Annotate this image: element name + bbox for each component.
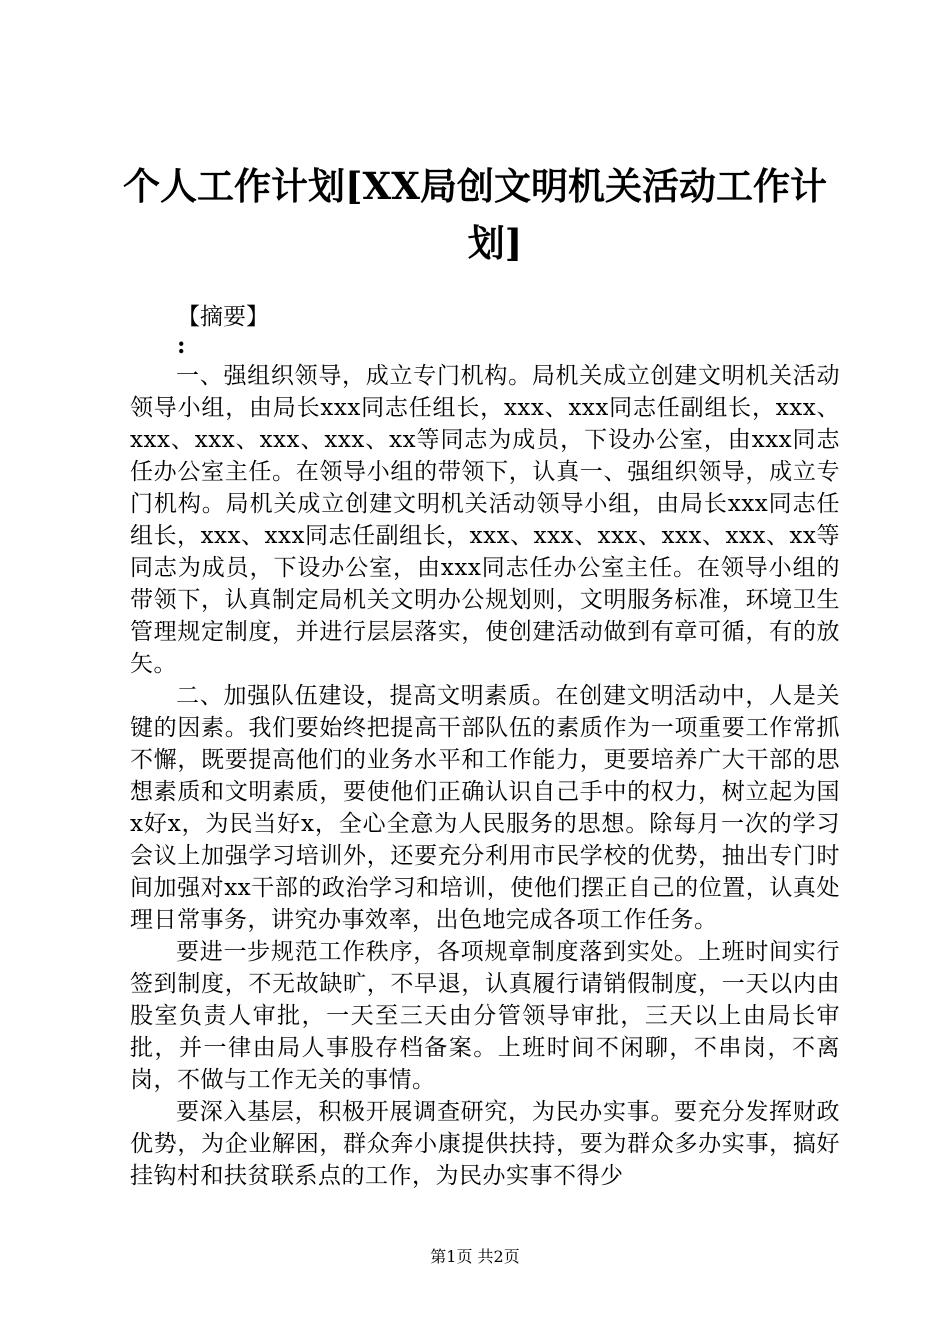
page-footer: 第1页 共2页 (430, 1247, 520, 1266)
document-body (130, 360, 840, 1192)
paragraph-3: 要进一步规范工作秩序，各项规章制度落到实处。上班时间实行签到制度，不无故缺旷，不早退，认真履行请销假制度，一天以内由股室负责人审批，一天至三天由分管领导审批，三天以上由局长审批，并一律由局人事股存档备案。上班时间不闲聊，不串岗，不离岗，不做与工作无关的事情。 (130, 939, 840, 1093)
paragraph-2: 二、加强队伍建设，提高文明素质。在创建文明活动中，人是关键的因素。我们要始终把提高干部队伍的素质作为一项重要工作常抓不懈，既要提高他们的业务水平和工作能力，更要培养广大干部的思想素质和文明素质，要使他们正确认识自己手中的权力，树立起为国x好x，为民当好x，全心全意为人民服务的思想。除每月一次的学习会议上加强学习培训外，还要充分利用市民学校的优势，抽出专门时间加强对xx干部的政治学习和培训，使他们摆正自己的位置，认真处理日常事务，讲究办事效率，出色地完成各项工作任务。 (130, 683, 840, 933)
paragraph-1: 一、强组织领导，成立专门机构。局机关成立创建文明机关活动领导小组，由局长xxx同志任组长，xxx、xxx同志任副组长，xxx、xxx、xxx、xxx、xxx、xx等同志为成员，下设办公室，由xxx同志任办公室主任。在领导小组的带领下，认真一、强组织领导，成立专门机构。局机关成立创建文明机关活动领导小组，由局长xxx同志任组长，xxx、xxx同志任副组长，xxx、xxx、xxx、xxx、xxx、xx等同志为成员，下设办公室，由xxx同志任办公室主任。在领导小组的带领下，认真制定局机关文明办公规划则，文明服务标准，环境卫生管理规定制度，并进行层层落实，使创建活动做到有章可循，有的放矢。 (130, 363, 840, 677)
title-line-1: 个人工作计划[XX局创文明机关活动工作计 (123, 164, 827, 208)
paragraph-4: 要深入基层，积极开展调查研究，为民办实事。要充分发挥财政优势，为企业解困，群众奔小康提供扶持，要为群众多办实事，搞好挂钩村和扶贫联系点的工作，为民办实事不得少 (130, 1099, 840, 1189)
abstract-label: 【摘要】 (177, 304, 269, 330)
document-title (100, 158, 850, 272)
abstract-colon: : (177, 332, 186, 359)
title-line-2: 划] (467, 221, 523, 265)
